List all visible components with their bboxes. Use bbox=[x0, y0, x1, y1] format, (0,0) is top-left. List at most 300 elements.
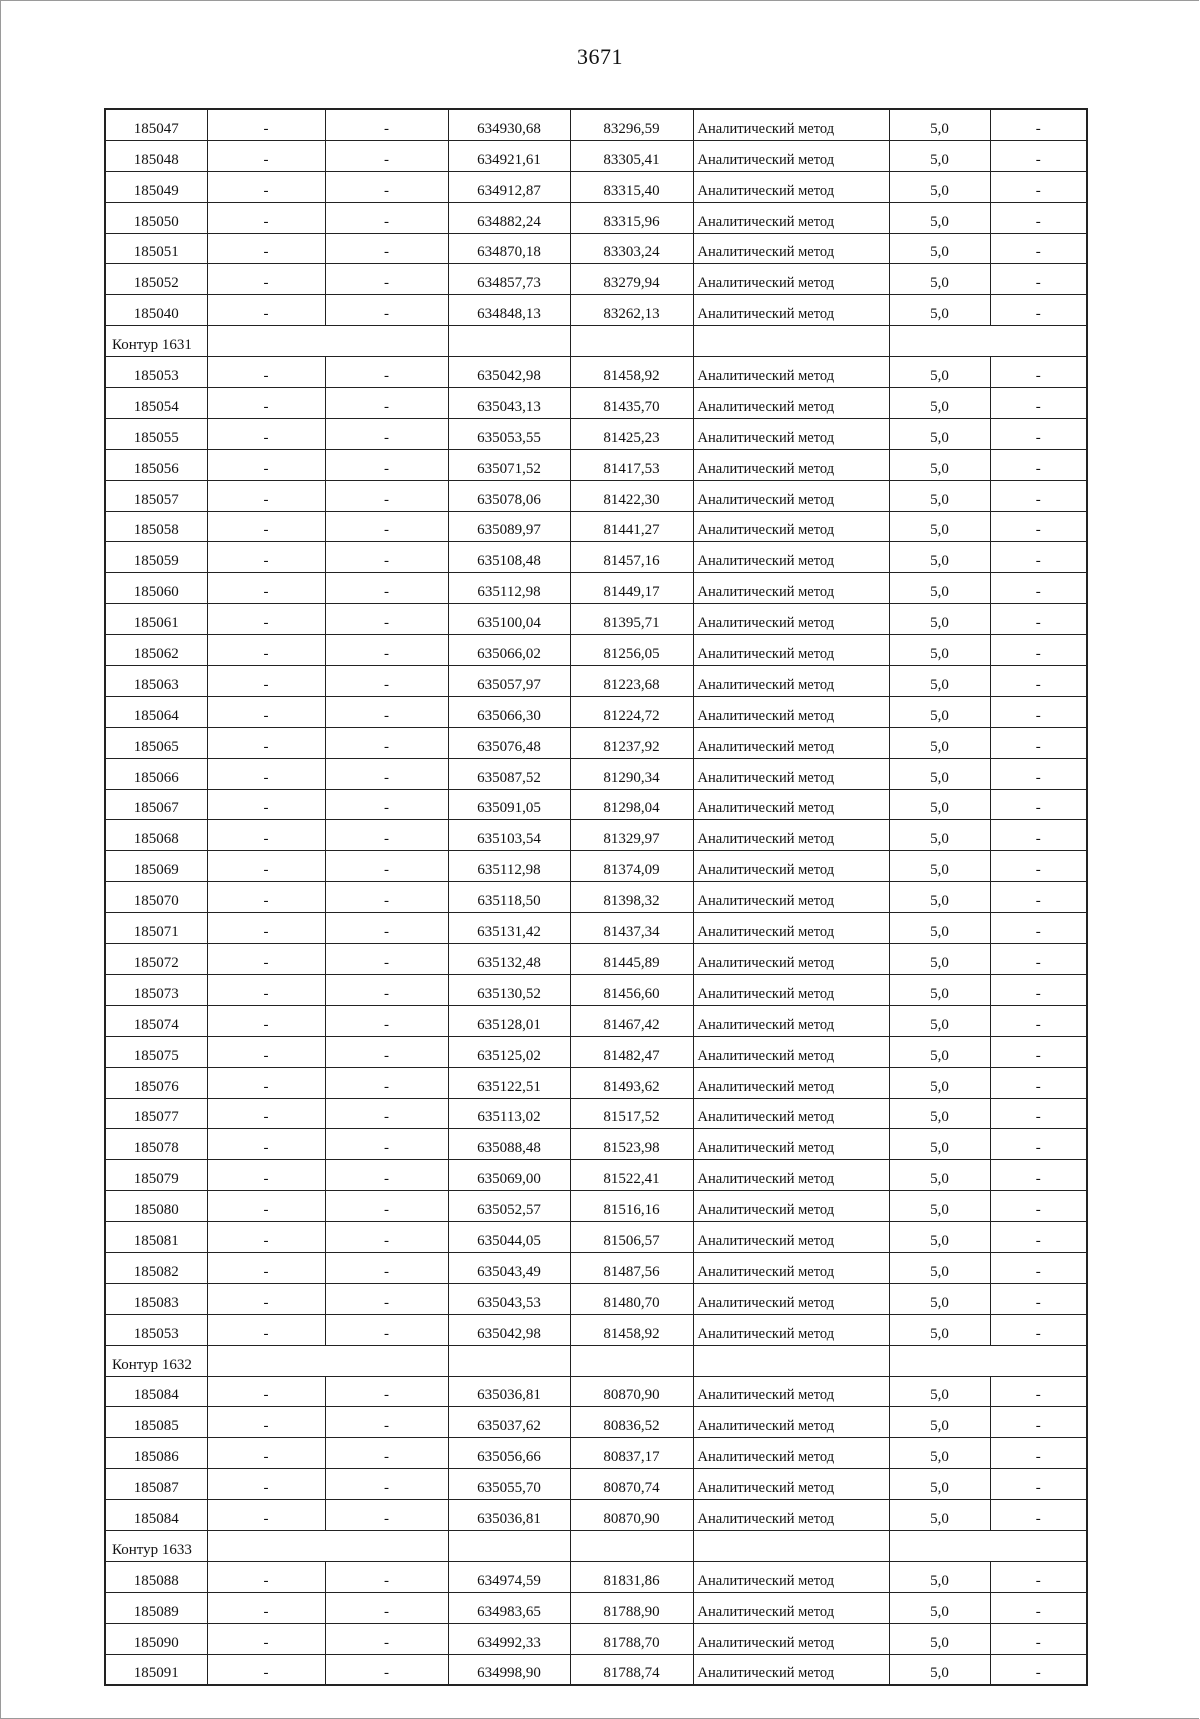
method-cell: Аналитический метод bbox=[693, 388, 889, 419]
table-row bbox=[105, 418, 1087, 449]
accuracy-cell: 5,0 bbox=[889, 202, 990, 233]
accuracy-cell: 5,0 bbox=[889, 1407, 990, 1438]
dash-cell: - bbox=[325, 604, 448, 635]
dash-cell: - bbox=[207, 635, 325, 666]
dash-cell: - bbox=[207, 140, 325, 171]
dash-cell: - bbox=[325, 1500, 448, 1531]
x-coordinate-cell: 635043,13 bbox=[448, 388, 570, 419]
dash-cell: - bbox=[990, 635, 1087, 666]
accuracy-cell: 5,0 bbox=[889, 1036, 990, 1067]
x-coordinate-cell: 635108,48 bbox=[448, 542, 570, 573]
y-coordinate-cell: 81449,17 bbox=[570, 573, 693, 604]
point-id-cell: 185085 bbox=[105, 1407, 207, 1438]
accuracy-cell: 5,0 bbox=[889, 1098, 990, 1129]
x-coordinate-cell: 635091,05 bbox=[448, 789, 570, 820]
table-row bbox=[105, 171, 1087, 202]
method-cell: Аналитический метод bbox=[693, 233, 889, 264]
dash-cell: - bbox=[207, 913, 325, 944]
y-coordinate-cell: 81506,57 bbox=[570, 1222, 693, 1253]
dash-cell: - bbox=[990, 109, 1087, 140]
table-row bbox=[105, 1005, 1087, 1036]
method-cell: Аналитический метод bbox=[693, 1160, 889, 1191]
table-row bbox=[105, 604, 1087, 635]
table-row bbox=[105, 789, 1087, 820]
table-row bbox=[105, 264, 1087, 295]
dash-cell: - bbox=[990, 1222, 1087, 1253]
dash-cell: - bbox=[990, 727, 1087, 758]
point-id-cell: 185061 bbox=[105, 604, 207, 635]
y-coordinate-cell: 81487,56 bbox=[570, 1252, 693, 1283]
y-coordinate-cell: 81788,90 bbox=[570, 1592, 693, 1623]
x-coordinate-cell: 635078,06 bbox=[448, 480, 570, 511]
table-row bbox=[105, 1500, 1087, 1531]
dash-cell: - bbox=[207, 727, 325, 758]
table-row bbox=[105, 109, 1087, 140]
table-row bbox=[105, 1036, 1087, 1067]
x-coordinate-cell: 635066,02 bbox=[448, 635, 570, 666]
x-coordinate-cell: 635055,70 bbox=[448, 1469, 570, 1500]
table-row bbox=[105, 1438, 1087, 1469]
x-coordinate-cell: 635130,52 bbox=[448, 974, 570, 1005]
dash-cell: - bbox=[207, 1561, 325, 1592]
y-coordinate-cell: 83262,13 bbox=[570, 295, 693, 326]
dash-cell: - bbox=[990, 604, 1087, 635]
method-cell: Аналитический метод bbox=[693, 109, 889, 140]
x-coordinate-cell: 634974,59 bbox=[448, 1561, 570, 1592]
empty-cell bbox=[693, 326, 889, 357]
y-coordinate-cell: 81458,92 bbox=[570, 1314, 693, 1345]
x-coordinate-cell: 635057,97 bbox=[448, 666, 570, 697]
method-cell: Аналитический метод bbox=[693, 1623, 889, 1654]
dash-cell: - bbox=[325, 1561, 448, 1592]
y-coordinate-cell: 81788,70 bbox=[570, 1623, 693, 1654]
method-cell: Аналитический метод bbox=[693, 882, 889, 913]
dash-cell: - bbox=[990, 202, 1087, 233]
dash-cell: - bbox=[325, 1222, 448, 1253]
method-cell: Аналитический метод bbox=[693, 666, 889, 697]
accuracy-cell: 5,0 bbox=[889, 758, 990, 789]
point-id-cell: 185086 bbox=[105, 1438, 207, 1469]
contour-header-row bbox=[105, 326, 1087, 357]
dash-cell: - bbox=[325, 233, 448, 264]
dash-cell: - bbox=[990, 140, 1087, 171]
dash-cell: - bbox=[207, 1160, 325, 1191]
dash-cell: - bbox=[990, 1592, 1087, 1623]
method-cell: Аналитический метод bbox=[693, 913, 889, 944]
dash-cell: - bbox=[207, 357, 325, 388]
x-coordinate-cell: 635042,98 bbox=[448, 1314, 570, 1345]
dash-cell: - bbox=[325, 1623, 448, 1654]
empty-cell bbox=[889, 1345, 1087, 1376]
table-row bbox=[105, 820, 1087, 851]
dash-cell: - bbox=[207, 573, 325, 604]
table-row bbox=[105, 696, 1087, 727]
dash-cell: - bbox=[325, 1191, 448, 1222]
accuracy-cell: 5,0 bbox=[889, 635, 990, 666]
table-row bbox=[105, 1561, 1087, 1592]
dash-cell: - bbox=[325, 1129, 448, 1160]
method-cell: Аналитический метод bbox=[693, 418, 889, 449]
x-coordinate-cell: 634930,68 bbox=[448, 109, 570, 140]
y-coordinate-cell: 81467,42 bbox=[570, 1005, 693, 1036]
point-id-cell: 185058 bbox=[105, 511, 207, 542]
y-coordinate-cell: 81441,27 bbox=[570, 511, 693, 542]
x-coordinate-cell: 634882,24 bbox=[448, 202, 570, 233]
dash-cell: - bbox=[990, 851, 1087, 882]
point-id-cell: 185088 bbox=[105, 1561, 207, 1592]
dash-cell: - bbox=[990, 758, 1087, 789]
dash-cell: - bbox=[990, 1005, 1087, 1036]
accuracy-cell: 5,0 bbox=[889, 1314, 990, 1345]
method-cell: Аналитический метод bbox=[693, 449, 889, 480]
table-row bbox=[105, 1623, 1087, 1654]
dash-cell: - bbox=[207, 1036, 325, 1067]
y-coordinate-cell: 81329,97 bbox=[570, 820, 693, 851]
dash-cell: - bbox=[207, 295, 325, 326]
y-coordinate-cell: 81482,47 bbox=[570, 1036, 693, 1067]
dash-cell: - bbox=[325, 1252, 448, 1283]
dash-cell: - bbox=[207, 974, 325, 1005]
accuracy-cell: 5,0 bbox=[889, 449, 990, 480]
method-cell: Аналитический метод bbox=[693, 1191, 889, 1222]
point-id-cell: 185089 bbox=[105, 1592, 207, 1623]
dash-cell: - bbox=[325, 974, 448, 1005]
point-id-cell: 185066 bbox=[105, 758, 207, 789]
point-id-cell: 185053 bbox=[105, 357, 207, 388]
accuracy-cell: 5,0 bbox=[889, 233, 990, 264]
dash-cell: - bbox=[990, 1469, 1087, 1500]
point-id-cell: 185070 bbox=[105, 882, 207, 913]
dash-cell: - bbox=[325, 449, 448, 480]
dash-cell: - bbox=[207, 511, 325, 542]
dash-cell: - bbox=[325, 202, 448, 233]
x-coordinate-cell: 634912,87 bbox=[448, 171, 570, 202]
contour-label: Контур 1632 bbox=[105, 1345, 207, 1376]
method-cell: Аналитический метод bbox=[693, 1407, 889, 1438]
x-coordinate-cell: 635089,97 bbox=[448, 511, 570, 542]
x-coordinate-cell: 635125,02 bbox=[448, 1036, 570, 1067]
x-coordinate-cell: 635132,48 bbox=[448, 944, 570, 975]
y-coordinate-cell: 83296,59 bbox=[570, 109, 693, 140]
dash-cell: - bbox=[207, 1407, 325, 1438]
dash-cell: - bbox=[207, 388, 325, 419]
table-row bbox=[105, 202, 1087, 233]
accuracy-cell: 5,0 bbox=[889, 666, 990, 697]
x-coordinate-cell: 635043,53 bbox=[448, 1283, 570, 1314]
y-coordinate-cell: 81493,62 bbox=[570, 1067, 693, 1098]
point-id-cell: 185078 bbox=[105, 1129, 207, 1160]
y-coordinate-cell: 83279,94 bbox=[570, 264, 693, 295]
dash-cell: - bbox=[325, 696, 448, 727]
y-coordinate-cell: 81480,70 bbox=[570, 1283, 693, 1314]
dash-cell: - bbox=[207, 1376, 325, 1407]
dash-cell: - bbox=[990, 1067, 1087, 1098]
accuracy-cell: 5,0 bbox=[889, 1654, 990, 1685]
table-row bbox=[105, 727, 1087, 758]
y-coordinate-cell: 83305,41 bbox=[570, 140, 693, 171]
point-id-cell: 185059 bbox=[105, 542, 207, 573]
dash-cell: - bbox=[325, 264, 448, 295]
x-coordinate-cell: 635069,00 bbox=[448, 1160, 570, 1191]
accuracy-cell: 5,0 bbox=[889, 542, 990, 573]
table-row bbox=[105, 1098, 1087, 1129]
table-row bbox=[105, 388, 1087, 419]
x-coordinate-cell: 635087,52 bbox=[448, 758, 570, 789]
method-cell: Аналитический метод bbox=[693, 264, 889, 295]
point-id-cell: 185073 bbox=[105, 974, 207, 1005]
accuracy-cell: 5,0 bbox=[889, 1438, 990, 1469]
dash-cell: - bbox=[325, 1592, 448, 1623]
accuracy-cell: 5,0 bbox=[889, 357, 990, 388]
table-row bbox=[105, 542, 1087, 573]
x-coordinate-cell: 635066,30 bbox=[448, 696, 570, 727]
accuracy-cell: 5,0 bbox=[889, 1222, 990, 1253]
y-coordinate-cell: 80836,52 bbox=[570, 1407, 693, 1438]
dash-cell: - bbox=[207, 1500, 325, 1531]
point-id-cell: 185082 bbox=[105, 1252, 207, 1283]
table-row bbox=[105, 635, 1087, 666]
empty-cell bbox=[207, 1345, 448, 1376]
dash-cell: - bbox=[325, 109, 448, 140]
dash-cell: - bbox=[207, 202, 325, 233]
point-id-cell: 185079 bbox=[105, 1160, 207, 1191]
y-coordinate-cell: 81398,32 bbox=[570, 882, 693, 913]
dash-cell: - bbox=[990, 789, 1087, 820]
dash-cell: - bbox=[325, 418, 448, 449]
x-coordinate-cell: 634921,61 bbox=[448, 140, 570, 171]
x-coordinate-cell: 635088,48 bbox=[448, 1129, 570, 1160]
y-coordinate-cell: 81445,89 bbox=[570, 944, 693, 975]
point-id-cell: 185084 bbox=[105, 1500, 207, 1531]
accuracy-cell: 5,0 bbox=[889, 1160, 990, 1191]
dash-cell: - bbox=[325, 820, 448, 851]
x-coordinate-cell: 635071,52 bbox=[448, 449, 570, 480]
accuracy-cell: 5,0 bbox=[889, 1252, 990, 1283]
point-id-cell: 185071 bbox=[105, 913, 207, 944]
y-coordinate-cell: 80870,90 bbox=[570, 1500, 693, 1531]
accuracy-cell: 5,0 bbox=[889, 1005, 990, 1036]
table-row bbox=[105, 1283, 1087, 1314]
y-coordinate-cell: 80870,74 bbox=[570, 1469, 693, 1500]
dash-cell: - bbox=[990, 418, 1087, 449]
accuracy-cell: 5,0 bbox=[889, 480, 990, 511]
y-coordinate-cell: 81435,70 bbox=[570, 388, 693, 419]
table-row bbox=[105, 944, 1087, 975]
dash-cell: - bbox=[207, 944, 325, 975]
dash-cell: - bbox=[207, 820, 325, 851]
table-row bbox=[105, 882, 1087, 913]
x-coordinate-cell: 635122,51 bbox=[448, 1067, 570, 1098]
dash-cell: - bbox=[325, 542, 448, 573]
x-coordinate-cell: 635036,81 bbox=[448, 1376, 570, 1407]
table-row bbox=[105, 1314, 1087, 1345]
x-coordinate-cell: 635112,98 bbox=[448, 851, 570, 882]
empty-cell bbox=[693, 1530, 889, 1561]
point-id-cell: 185051 bbox=[105, 233, 207, 264]
y-coordinate-cell: 81422,30 bbox=[570, 480, 693, 511]
y-coordinate-cell: 83303,24 bbox=[570, 233, 693, 264]
point-id-cell: 185057 bbox=[105, 480, 207, 511]
y-coordinate-cell: 81223,68 bbox=[570, 666, 693, 697]
empty-cell bbox=[693, 1345, 889, 1376]
empty-cell bbox=[570, 1530, 693, 1561]
table-row bbox=[105, 1252, 1087, 1283]
table-row bbox=[105, 573, 1087, 604]
x-coordinate-cell: 634992,33 bbox=[448, 1623, 570, 1654]
y-coordinate-cell: 81256,05 bbox=[570, 635, 693, 666]
point-id-cell: 185040 bbox=[105, 295, 207, 326]
point-id-cell: 185091 bbox=[105, 1654, 207, 1685]
dash-cell: - bbox=[325, 913, 448, 944]
point-id-cell: 185048 bbox=[105, 140, 207, 171]
y-coordinate-cell: 81523,98 bbox=[570, 1129, 693, 1160]
dash-cell: - bbox=[207, 1283, 325, 1314]
dash-cell: - bbox=[990, 1376, 1087, 1407]
accuracy-cell: 5,0 bbox=[889, 1376, 990, 1407]
y-coordinate-cell: 81437,34 bbox=[570, 913, 693, 944]
accuracy-cell: 5,0 bbox=[889, 388, 990, 419]
y-coordinate-cell: 81522,41 bbox=[570, 1160, 693, 1191]
y-coordinate-cell: 81456,60 bbox=[570, 974, 693, 1005]
dash-cell: - bbox=[207, 1469, 325, 1500]
accuracy-cell: 5,0 bbox=[889, 696, 990, 727]
dash-cell: - bbox=[325, 1160, 448, 1191]
contour-label: Контур 1633 bbox=[105, 1530, 207, 1561]
dash-cell: - bbox=[207, 233, 325, 264]
dash-cell: - bbox=[207, 882, 325, 913]
dash-cell: - bbox=[325, 1407, 448, 1438]
method-cell: Аналитический метод bbox=[693, 357, 889, 388]
method-cell: Аналитический метод bbox=[693, 789, 889, 820]
x-coordinate-cell: 635128,01 bbox=[448, 1005, 570, 1036]
dash-cell: - bbox=[990, 171, 1087, 202]
dash-cell: - bbox=[325, 944, 448, 975]
dash-cell: - bbox=[990, 913, 1087, 944]
contour-header-row bbox=[105, 1530, 1087, 1561]
table-row bbox=[105, 233, 1087, 264]
dash-cell: - bbox=[990, 1623, 1087, 1654]
method-cell: Аналитический метод bbox=[693, 1314, 889, 1345]
table-row bbox=[105, 1191, 1087, 1222]
x-coordinate-cell: 635131,42 bbox=[448, 913, 570, 944]
method-cell: Аналитический метод bbox=[693, 1252, 889, 1283]
method-cell: Аналитический метод bbox=[693, 820, 889, 851]
dash-cell: - bbox=[207, 449, 325, 480]
method-cell: Аналитический метод bbox=[693, 944, 889, 975]
y-coordinate-cell: 83315,40 bbox=[570, 171, 693, 202]
dash-cell: - bbox=[325, 1283, 448, 1314]
y-coordinate-cell: 83315,96 bbox=[570, 202, 693, 233]
dash-cell: - bbox=[325, 1469, 448, 1500]
dash-cell: - bbox=[325, 1314, 448, 1345]
point-id-cell: 185055 bbox=[105, 418, 207, 449]
accuracy-cell: 5,0 bbox=[889, 882, 990, 913]
dash-cell: - bbox=[207, 1129, 325, 1160]
table-row bbox=[105, 140, 1087, 171]
dash-cell: - bbox=[325, 295, 448, 326]
x-coordinate-cell: 635037,62 bbox=[448, 1407, 570, 1438]
dash-cell: - bbox=[990, 1191, 1087, 1222]
x-coordinate-cell: 635113,02 bbox=[448, 1098, 570, 1129]
page-number: 3671 bbox=[577, 44, 623, 69]
x-coordinate-cell: 634870,18 bbox=[448, 233, 570, 264]
x-coordinate-cell: 635100,04 bbox=[448, 604, 570, 635]
table-row bbox=[105, 511, 1087, 542]
x-coordinate-cell: 634983,65 bbox=[448, 1592, 570, 1623]
accuracy-cell: 5,0 bbox=[889, 511, 990, 542]
accuracy-cell: 5,0 bbox=[889, 1283, 990, 1314]
method-cell: Аналитический метод bbox=[693, 604, 889, 635]
y-coordinate-cell: 80837,17 bbox=[570, 1438, 693, 1469]
dash-cell: - bbox=[990, 1438, 1087, 1469]
point-id-cell: 185084 bbox=[105, 1376, 207, 1407]
dash-cell: - bbox=[990, 882, 1087, 913]
dash-cell: - bbox=[207, 1623, 325, 1654]
point-id-cell: 185056 bbox=[105, 449, 207, 480]
dash-cell: - bbox=[325, 140, 448, 171]
dash-cell: - bbox=[990, 1407, 1087, 1438]
y-coordinate-cell: 81788,74 bbox=[570, 1654, 693, 1685]
dash-cell: - bbox=[990, 696, 1087, 727]
dash-cell: - bbox=[325, 727, 448, 758]
point-id-cell: 185083 bbox=[105, 1283, 207, 1314]
dash-cell: - bbox=[325, 1036, 448, 1067]
dash-cell: - bbox=[207, 1191, 325, 1222]
method-cell: Аналитический метод bbox=[693, 974, 889, 1005]
dash-cell: - bbox=[990, 233, 1087, 264]
accuracy-cell: 5,0 bbox=[889, 789, 990, 820]
point-id-cell: 185081 bbox=[105, 1222, 207, 1253]
empty-cell bbox=[448, 326, 570, 357]
accuracy-cell: 5,0 bbox=[889, 820, 990, 851]
point-id-cell: 185077 bbox=[105, 1098, 207, 1129]
point-id-cell: 185065 bbox=[105, 727, 207, 758]
dash-cell: - bbox=[207, 696, 325, 727]
method-cell: Аналитический метод bbox=[693, 542, 889, 573]
dash-cell: - bbox=[325, 480, 448, 511]
dash-cell: - bbox=[990, 264, 1087, 295]
method-cell: Аналитический метод bbox=[693, 1283, 889, 1314]
x-coordinate-cell: 634857,73 bbox=[448, 264, 570, 295]
y-coordinate-cell: 81425,23 bbox=[570, 418, 693, 449]
empty-cell bbox=[207, 326, 448, 357]
point-id-cell: 185069 bbox=[105, 851, 207, 882]
point-id-cell: 185075 bbox=[105, 1036, 207, 1067]
method-cell: Аналитический метод bbox=[693, 1067, 889, 1098]
x-coordinate-cell: 635043,49 bbox=[448, 1252, 570, 1283]
dash-cell: - bbox=[325, 388, 448, 419]
x-coordinate-cell: 634998,90 bbox=[448, 1654, 570, 1685]
y-coordinate-cell: 81516,16 bbox=[570, 1191, 693, 1222]
accuracy-cell: 5,0 bbox=[889, 851, 990, 882]
table-row bbox=[105, 357, 1087, 388]
accuracy-cell: 5,0 bbox=[889, 418, 990, 449]
point-id-cell: 185054 bbox=[105, 388, 207, 419]
y-coordinate-cell: 81395,71 bbox=[570, 604, 693, 635]
method-cell: Аналитический метод bbox=[693, 1129, 889, 1160]
x-coordinate-cell: 635118,50 bbox=[448, 882, 570, 913]
x-coordinate-cell: 635044,05 bbox=[448, 1222, 570, 1253]
method-cell: Аналитический метод bbox=[693, 851, 889, 882]
dash-cell: - bbox=[990, 449, 1087, 480]
point-id-cell: 185049 bbox=[105, 171, 207, 202]
accuracy-cell: 5,0 bbox=[889, 264, 990, 295]
dash-cell: - bbox=[207, 1438, 325, 1469]
dash-cell: - bbox=[207, 758, 325, 789]
dash-cell: - bbox=[207, 1314, 325, 1345]
method-cell: Аналитический метод bbox=[693, 295, 889, 326]
x-coordinate-cell: 635076,48 bbox=[448, 727, 570, 758]
